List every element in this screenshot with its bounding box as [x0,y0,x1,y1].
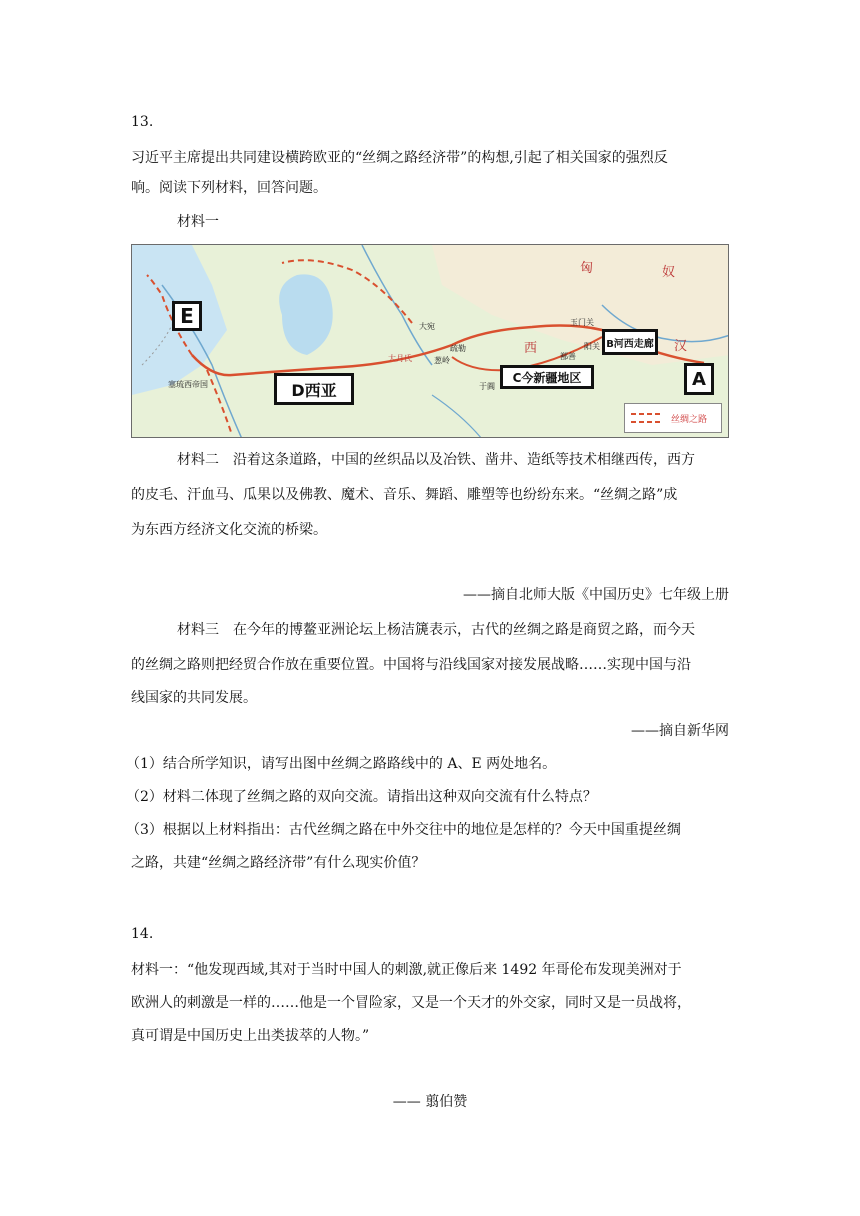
map-region-xiongnu-2: 奴 [662,265,676,280]
legend-label: 丝绸之路 [671,415,708,425]
question-14-number: 14. [131,926,154,942]
material-3-line-1: 材料三 在今年的博鳌亚洲论坛上杨洁篪表示，古代的丝绸之路是商贸之路，而今天 [177,622,695,638]
map-label-e: E [172,301,202,331]
material-2-line-3: 为东西方经济文化交流的桥梁。 [131,522,327,538]
material-2-line-1: 材料二 沿着这条道路，中国的丝织品以及冶铁、凿井、造纸等技术相继西传，西方 [177,452,695,468]
question-14-material-line-1: 材料一：“他发现西域,其对于当时中国人的刺激,就正像后来 1492 年哥伦布发现美洲对于 [131,962,682,978]
map-label-a: A [684,363,714,395]
sub-question-1: （1）结合所学知识，请写出图中丝绸之路路线中的 A、E 两处地名。 [126,756,557,772]
map-region-han: 汉 [674,339,688,354]
map-region-xiongnu-1: 匈 [580,261,594,276]
map-place-dawan: 大宛 [419,322,435,331]
legend-route-icon [629,405,669,431]
material-3-source: ——摘自新华网 [631,723,729,739]
question-14-material-line-3: 真可谓是中国历史上出类拔萃的人物。” [131,1028,370,1044]
sub-question-3-line-1: （3）根据以上材料指出：古代丝绸之路在中外交往中的地位是怎样的？今天中国重提丝绸 [126,822,681,838]
map-place-anxi: 塞琉西帝国 [168,380,208,389]
question-14-material-line-2: 欧洲人的刺激是一样的……他是一个冒险家，又是一个天才的外交家，同时又是一员战将， [131,995,691,1011]
sub-question-3-line-2: 之路，共建“丝绸之路经济带”有什么现实价值？ [131,855,426,871]
question-13-number: 13. [131,114,154,130]
map-label-b: B河西走廊 [602,329,658,355]
map-place-shule: 疏勒 [450,344,466,353]
material-3-line-3: 线国家的共同发展。 [131,690,257,706]
map-place-yangguan: 阳关 [584,342,600,351]
map-place-congling: 葱岭 [434,356,450,365]
map-place-shanshan: 鄯善 [560,352,576,361]
map-place-dayuezhi: 大月氏 [388,354,412,363]
map-place-yumenguan: 玉门关 [570,318,594,327]
material-1-title: 材料一 [177,214,219,230]
material-2-source: ——摘自北师大版《中国历史》七年级上册 [463,587,729,603]
sub-question-2: （2）材料二体现了丝绸之路的双向交流。请指出这种双向交流有什么特点？ [126,789,597,805]
material-3-line-2: 的丝绸之路则把经贸合作放在重要位置。中国将与沿线国家对接发展战略……实现中国与沿 [131,657,691,673]
map-label-d: D西亚 [274,373,354,405]
question-13-intro-line-2: 响。阅读下列材料，回答问题。 [131,180,327,196]
question-14-source: —— 翦伯赞 [392,1094,468,1110]
question-13-intro-line-1: 习近平主席提出共同建设横跨欧亚的“丝绸之路经济带”的构想,引起了相关国家的强烈反 [131,150,668,166]
map-place-yutian: 于阗 [479,382,495,391]
map-legend [624,403,722,433]
silk-road-map [131,244,729,438]
material-2-line-2: 的皮毛、汗血马、瓜果以及佛教、魔术、音乐、舞蹈、雕塑等也纷纷东来。“丝绸之路”成 [131,487,678,503]
map-region-xi: 西 [524,341,538,356]
map-label-c: C今新疆地区 [500,365,594,389]
